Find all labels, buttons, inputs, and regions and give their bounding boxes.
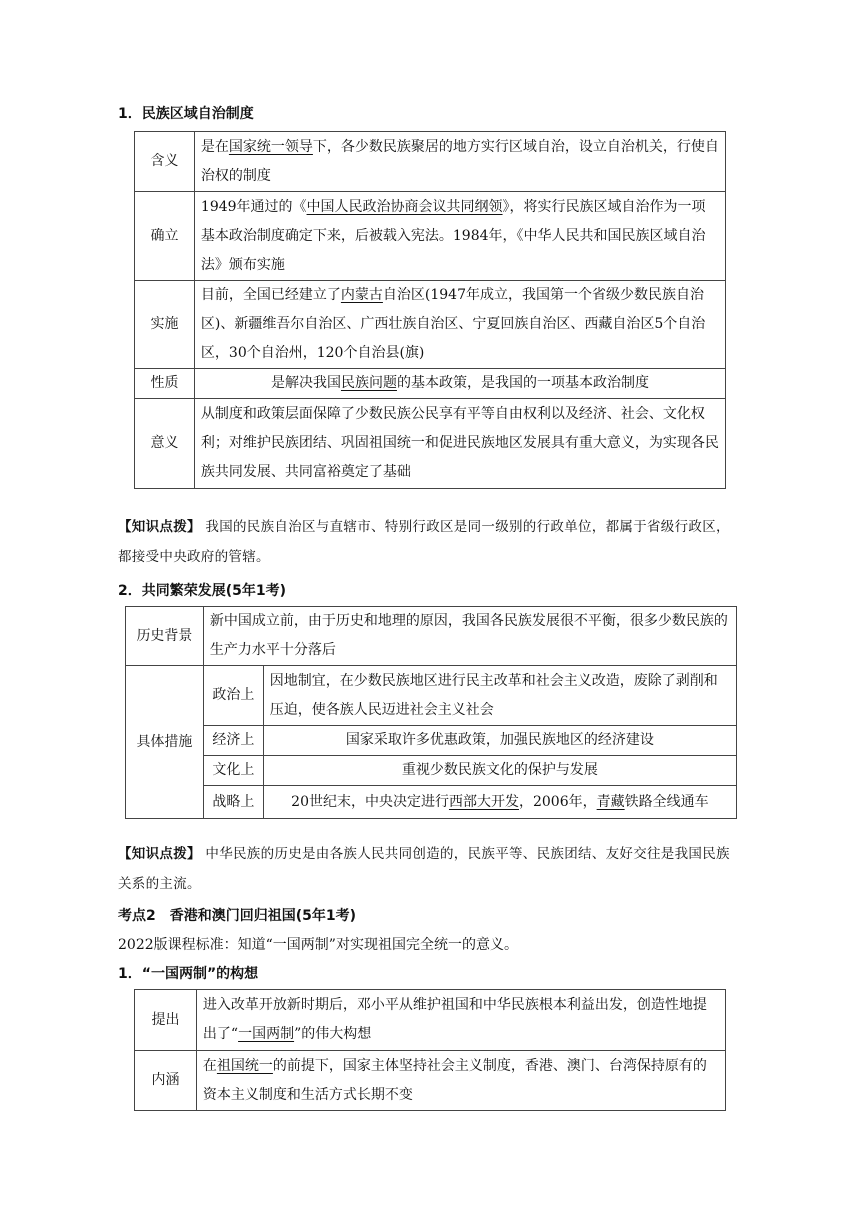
- table-row: [135, 132, 726, 192]
- sub-label: 政治上: [203, 666, 263, 726]
- text: 在: [202, 1057, 217, 1074]
- row-label: 内涵: [135, 1051, 197, 1111]
- text: 的前提下，国家主体坚持社会主义制度，香港、澳门、台湾保持原有的资本主义制度和生活方式长期不变: [202, 1057, 707, 1103]
- underlined-term: 一国两制: [238, 1026, 295, 1042]
- one-country-two-systems-table: [134, 989, 726, 1111]
- tip-text: 我国的民族自治区与直辖市、特别行政区是同一级别的行政单位，都属于省级行政区，都接受中央政府的管辖。: [118, 519, 730, 565]
- text: 20世纪末，中央决定进行: [291, 793, 449, 810]
- underlined-term: 中国人民政治协商会议共同纲领: [306, 198, 503, 215]
- row-content: [196, 1051, 725, 1111]
- tip-label: 【知识点拨】: [118, 846, 201, 862]
- table-row: [135, 281, 726, 369]
- row-label: 历史背景: [126, 607, 204, 666]
- row-label: 确立: [135, 192, 195, 281]
- text: 下，各少数民族聚居的地方实行区域自治，设立自治机关，行使自治权的制度: [200, 138, 719, 184]
- text: 目前，全国已经建立了: [200, 287, 341, 303]
- row-label: 实施: [135, 281, 195, 369]
- text: 》，将实行民族区域自治作为一项基本政治制度确定下来，后被载入宪法。1984年，《中华人民共和国民族区域自治法》颁布实施: [200, 198, 706, 273]
- table-row: [135, 399, 726, 489]
- tip-label: 【知识点拨】: [118, 519, 201, 535]
- sub-label: 文化上: [203, 756, 263, 786]
- underlined-term: 祖国统一: [216, 1057, 273, 1074]
- row-label: 具体措施: [126, 666, 204, 819]
- table-row: [126, 607, 737, 666]
- text: 铁路全线通车: [624, 793, 709, 810]
- prosperity-table: [125, 606, 737, 819]
- row-content: [194, 192, 725, 281]
- text: ”的伟大构想: [294, 1026, 372, 1042]
- row-content: [194, 281, 725, 369]
- sub-label: 经济上: [203, 726, 263, 756]
- underlined-term: 国家统一领导: [228, 138, 313, 155]
- tip-text: 中华民族的历史是由各族人民共同创造的，民族平等、民族团结、友好交往是我国民族关系的主流。: [118, 846, 730, 892]
- knowledge-tip: [118, 512, 738, 572]
- table-row: [135, 990, 726, 1051]
- row-content: 国家采取许多优惠政策，加强民族地区的经济建设: [263, 726, 736, 756]
- table-row: [126, 786, 737, 819]
- table-row: [126, 666, 737, 726]
- row-content: [194, 369, 725, 399]
- underlined-term: 内蒙古: [340, 287, 383, 303]
- sub-label: 战略上: [203, 786, 263, 819]
- row-label: 含义: [135, 132, 195, 192]
- table-row: [135, 369, 726, 399]
- text: 是在: [200, 138, 229, 155]
- text: 进入改革开放新时期后，邓小平从维护祖国和中华民族根本利益出发，创造性地提出了“: [202, 997, 707, 1042]
- text: 1949年通过的《: [200, 198, 307, 215]
- autonomy-table: [134, 131, 726, 489]
- row-label: 性质: [135, 369, 195, 399]
- row-content: 重视少数民族文化的保护与发展: [263, 756, 736, 786]
- table-row: [135, 1051, 726, 1111]
- table-row: [135, 192, 726, 281]
- row-content: [194, 132, 725, 192]
- row-content: [263, 786, 736, 819]
- row-label: 意义: [135, 399, 195, 489]
- row-content: 从制度和政策层面保障了少数民族公民享有平等自由权利以及经济、社会、文化权利；对维护民族团结、巩固祖国统一和促进民族地区发展具有重大意义，为实现各民族共同发展、共同富裕奠定了基础: [194, 399, 725, 489]
- text: 的基本政策，是我国的一项基本政治制度: [396, 375, 649, 391]
- underlined-term: 西部大开发: [448, 793, 519, 810]
- text: ，2006年，: [518, 793, 597, 810]
- underlined-term: 青藏: [596, 793, 625, 810]
- row-content: [196, 990, 725, 1051]
- sub-title: 1．“一国两制”的构想: [118, 966, 259, 982]
- text: 是解决我国: [270, 375, 341, 391]
- knowledge-tip: [118, 839, 738, 899]
- section1-title: 1．民族区域自治制度: [118, 106, 254, 122]
- underlined-term: 民族问题: [340, 375, 397, 391]
- row-content: 新中国成立前，由于历史和地理的原因，我国各民族发展很不平衡，很多少数民族的生产力水平十分落后: [203, 607, 736, 666]
- text: 自治区(1947年成立，我国第一个省级少数民族自治区)、新疆维吾尔自治区、广西壮族自治区、宁夏回族自治区、西藏自治区5个自治区，30个自治州，120个自治县(旗): [200, 287, 706, 361]
- row-content: 因地制宜，在少数民族地区进行民主改革和社会主义改造，废除了剥削和压迫，使各族人民迈进社会主义社会: [263, 666, 736, 726]
- point2-title: 考点2 香港和澳门回归祖国(5年1考): [118, 908, 357, 924]
- curriculum-standard: 2022版课程标准：知道“一国两制”对实现祖国完全统一的意义。: [118, 937, 518, 953]
- table-row: [126, 726, 737, 756]
- table-row: [126, 756, 737, 786]
- row-label: 提出: [135, 990, 197, 1051]
- section2-title: 2．共同繁荣发展(5年1考): [118, 583, 287, 599]
